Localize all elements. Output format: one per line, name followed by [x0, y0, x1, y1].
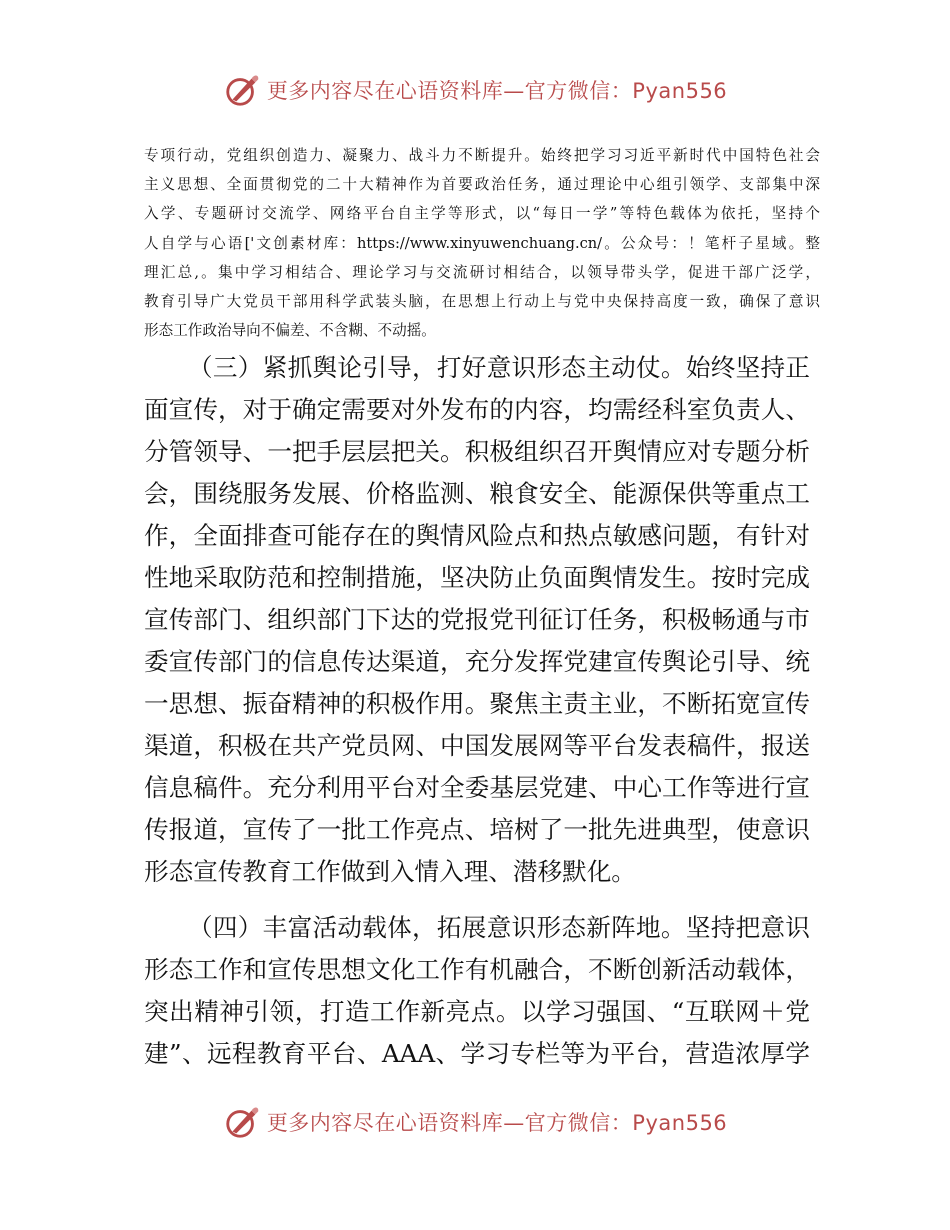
quill-pen-logo-icon — [223, 1103, 261, 1141]
text-line: 形态工作政治导向不偏差、不含糊、不动摇。 — [144, 322, 436, 340]
text-line: 委宣传部门的信息传达渠道，充分发挥党建宣传舆论引导、统 — [144, 647, 810, 676]
watermark-text: 更多内容尽在心语资料库—官方微信：Pyan556 — [266, 79, 728, 103]
text-line: 教育引导广大党员干部用科学武装头脑，在思想上行动上与党中央保持高度一致，确保了意识 — [144, 292, 820, 310]
quill-pen-logo-icon — [223, 71, 261, 109]
text-line: 人自学与心语['文创素材库：https://www.xinyuwenchuang.cn/。公众号：！笔杆子星域。整 — [144, 234, 820, 252]
header-watermark-banner — [0, 68, 950, 112]
text-line: 形态工作和宣传思想文化工作有机融合，不断创新活动载体， — [144, 955, 810, 984]
text-line: 面宣传，对于确定需要对外发布的内容，均需经科室负责人、 — [144, 395, 810, 424]
text-line: （三）紧抓舆论引导，打好意识形态主动仗。始终坚持正 — [188, 353, 810, 382]
text-line: （四）丰富活动载体，拓展意识形态新阵地。坚持把意识 — [188, 913, 810, 942]
text-line: 建”、远程教育平台、AAA、学习专栏等为平台，营造浓厚学 — [144, 1039, 810, 1068]
text-line: 传报道，宣传了一批工作亮点、培树了一批先进典型，使意识 — [144, 815, 810, 844]
intro-paragraph — [144, 141, 820, 345]
footer-watermark-banner — [0, 1100, 950, 1144]
text-line: 渠道，积极在共产党员网、中国发展网等平台发表稿件，报送 — [144, 731, 810, 760]
section-4-paragraph — [144, 907, 810, 1075]
text-line: 性地采取防范和控制措施，坚决防止负面舆情发生。按时完成 — [144, 563, 810, 592]
text-line: 信息稿件。充分利用平台对全委基层党建、中心工作等进行宣 — [144, 773, 810, 802]
text-line: 主义思想、全面贯彻党的二十大精神作为首要政治任务，通过理论中心组引领学、支部集中深 — [144, 176, 820, 194]
watermark-text: 更多内容尽在心语资料库—官方微信：Pyan556 — [266, 1111, 728, 1135]
text-line: 理汇总,。集中学习相结合、理论学习与交流研讨相结合，以领导带头学，促进干部广泛学， — [144, 263, 820, 281]
text-line: 会，围绕服务发展、价格监测、粮食安全、能源保供等重点工 — [144, 479, 810, 508]
text-line: 入学、专题研讨交流学、网络平台自主学等形式，以“每日一学”等特色载体为依托，坚持个 — [144, 205, 820, 223]
text-line: 一思想、振奋精神的积极作用。聚焦主责主业，不断拓宽宣传 — [144, 689, 810, 718]
section-3-paragraph — [144, 347, 810, 893]
text-line: 作，全面排查可能存在的舆情风险点和热点敏感问题，有针对 — [144, 521, 810, 550]
text-line: 宣传部门、组织部门下达的党报党刊征订任务，积极畅通与市 — [144, 605, 810, 634]
text-line: 形态宣传教育工作做到入情入理、潜移默化。 — [144, 857, 636, 886]
text-line: 分管领导、一把手层层把关。积极组织召开舆情应对专题分析 — [144, 437, 810, 466]
text-line: 突出精神引领，打造工作新亮点。以学习强国、“互联网＋党 — [144, 997, 810, 1026]
text-line: 专项行动，党组织创造力、凝聚力、战斗力不断提升。始终把学习习近平新时代中国特色社会 — [144, 147, 820, 164]
